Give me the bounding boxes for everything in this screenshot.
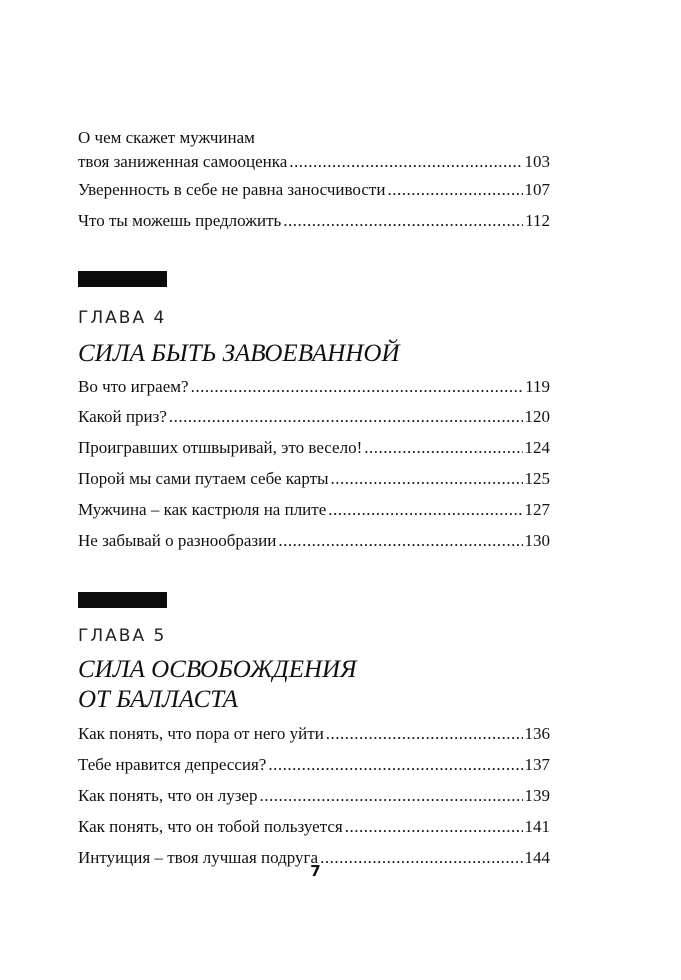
dot-leader — [345, 815, 523, 839]
toc-entry-title: Интуиция – твоя лучшая подруга — [78, 848, 319, 867]
toc-entry-page: 127 — [524, 500, 550, 519]
toc-entry-page: 141 — [524, 817, 550, 836]
toc-entry[interactable] — [78, 436, 550, 460]
toc-entry-title: Что ты можешь предложить — [78, 211, 282, 230]
toc-entry-page: 120 — [524, 407, 550, 426]
toc-entry[interactable] — [78, 126, 550, 174]
toc-entry[interactable] — [78, 375, 550, 399]
dot-leader — [328, 498, 522, 522]
chapter-divider-bar — [78, 592, 167, 608]
toc-entry[interactable] — [78, 722, 550, 746]
toc-entry-title: Какой приз? — [78, 407, 167, 426]
toc-entry-page: 130 — [524, 531, 550, 550]
toc-entry-page: 144 — [524, 848, 550, 867]
toc-entry[interactable] — [78, 209, 550, 233]
toc-entry-title: Как понять, что пора от него уйти — [78, 724, 324, 743]
dot-leader — [259, 784, 522, 808]
dot-leader — [283, 209, 523, 233]
dot-leader — [191, 375, 524, 399]
toc-entry-page: 137 — [524, 755, 550, 774]
chapter-divider-bar — [78, 271, 167, 287]
toc-entry-title: твоя заниженная самооценка — [78, 152, 288, 171]
toc-entry-title: Проигравших отшвыривай, это весело! — [78, 438, 363, 457]
toc-entry-page: 136 — [524, 724, 550, 743]
toc-entry[interactable] — [78, 753, 550, 777]
toc-entry-title: Как понять, что он тобой пользуется — [78, 817, 343, 836]
toc-entry[interactable] — [78, 784, 550, 808]
toc-entry[interactable] — [78, 467, 550, 491]
toc-entry-page: 103 — [524, 152, 550, 171]
toc-entry-title: Мужчина – как кастрюля на плите — [78, 500, 327, 519]
toc-entry-page: 107 — [524, 180, 550, 199]
dot-leader — [330, 467, 522, 491]
toc-entry-title: Как понять, что он лузер — [78, 786, 258, 805]
chapter-title: СИЛА БЫТЬ ЗАВОЕВАННОЙ — [78, 340, 400, 367]
toc-entry-title-line1: О чем скажет мужчинам — [78, 128, 255, 147]
toc-entry-title: Уверенность в себе не равна заносчивости — [78, 180, 386, 199]
dot-leader — [268, 753, 522, 777]
dot-leader — [387, 178, 522, 202]
toc-entry-title: Во что играем? — [78, 377, 189, 396]
dot-leader — [289, 150, 522, 174]
toc-entry-page: 125 — [524, 469, 550, 488]
page-number: 7 — [310, 862, 321, 880]
toc-entry[interactable] — [78, 529, 550, 553]
chapter-title-line2: ОТ БАЛЛАСТА — [78, 686, 238, 713]
toc-entry[interactable] — [78, 405, 550, 429]
toc-entry-page: 112 — [525, 211, 550, 230]
toc-entry-page: 119 — [525, 377, 550, 396]
toc-entry[interactable] — [78, 498, 550, 522]
dot-leader — [169, 405, 523, 429]
toc-entry-title: Порой мы сами путаем себе карты — [78, 469, 329, 488]
toc-entry[interactable] — [78, 815, 550, 839]
dot-leader — [364, 436, 522, 460]
dot-leader — [326, 722, 523, 746]
dot-leader — [278, 529, 522, 553]
toc-entry-page: 124 — [524, 438, 550, 457]
toc-entry-page: 139 — [524, 786, 550, 805]
toc-entry-title: Тебе нравится депрессия? — [78, 755, 267, 774]
chapter-label: ГЛАВА 4 — [78, 308, 167, 328]
chapter-title-line1: СИЛА ОСВОБОЖДЕНИЯ — [78, 656, 357, 683]
chapter-label: ГЛАВА 5 — [78, 626, 167, 646]
toc-entry-title: Не забывай о разнообразии — [78, 531, 277, 550]
toc-entry[interactable] — [78, 178, 550, 202]
